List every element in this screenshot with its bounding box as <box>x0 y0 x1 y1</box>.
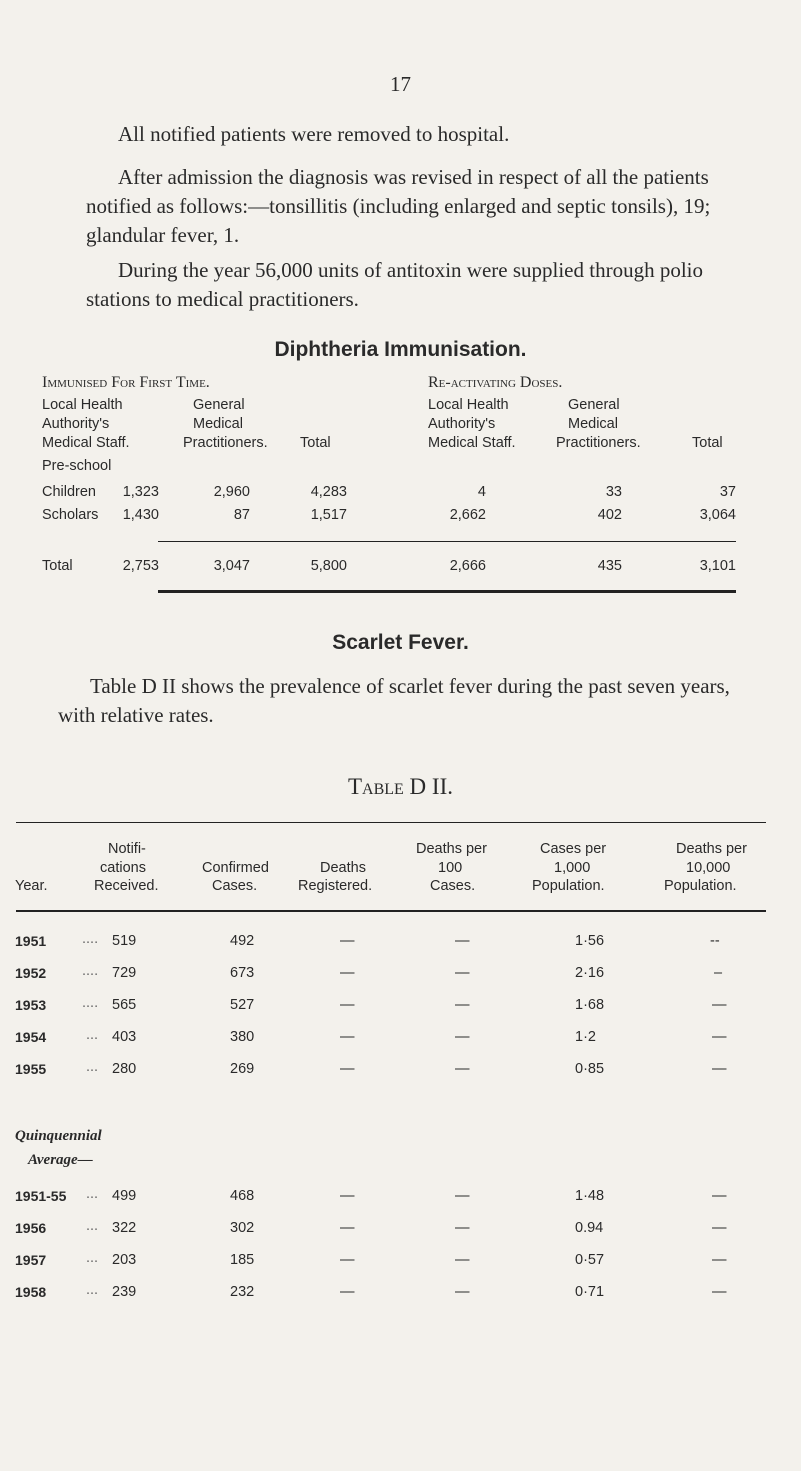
header-deaths-line1: Deaths <box>320 860 366 876</box>
scarlet-intro: Table D II shows the prevalence of scarlet fever during the past seven years, with relative rates. <box>58 674 730 727</box>
dp10000-cell: – <box>714 965 723 981</box>
year-cell: 1956 <box>15 1220 47 1236</box>
cell-scholars-gp: 87 <box>233 507 250 523</box>
dp10000-cell: — <box>712 997 727 1013</box>
col-gp-line3: Practitioners. <box>183 435 268 451</box>
header-cp1000-line1: Cases per <box>540 841 607 857</box>
leader-dots: ... <box>86 1250 99 1266</box>
deaths-cell: — <box>340 1029 355 1045</box>
deaths-cell: — <box>340 933 355 949</box>
cell-scholars-gp2: 402 <box>597 507 622 523</box>
dp100-cell: — <box>455 1252 470 1268</box>
group-reactivating-header: Re-activating Doses. <box>428 374 563 391</box>
rule-below-total <box>158 590 736 593</box>
rule-header-bottom <box>16 910 766 912</box>
cell-total-total2: 3,101 <box>699 558 736 574</box>
page-number: 17 <box>390 72 411 96</box>
leader-dots: ... <box>86 1027 99 1043</box>
row-label-scholars: Scholars <box>42 507 99 523</box>
diphtheria-title: Diphtheria Immunisation. <box>274 338 527 361</box>
notif-cell: 322 <box>112 1220 137 1236</box>
cell-total-total: 5,800 <box>310 558 347 574</box>
dp10000-cell: — <box>712 1252 727 1268</box>
header-notif-line1: Notifi- <box>108 841 146 857</box>
leader-dots: .... <box>82 931 99 947</box>
header-dp100-line2: 100 <box>438 860 463 876</box>
group-first-time-header: Immunised For First Time. <box>42 374 210 391</box>
leader-dots: ... <box>86 1186 99 1202</box>
cp1000-cell: 0·57 <box>575 1252 605 1268</box>
dp100-cell: — <box>455 1188 470 1204</box>
col-gp2-line1: General <box>568 397 620 413</box>
deaths-cell: — <box>340 1061 355 1077</box>
year-cell: 1955 <box>15 1061 47 1077</box>
col-gp-line1: General <box>193 397 245 413</box>
header-notif-line2: cations <box>100 860 146 876</box>
dp100-cell: — <box>455 1061 470 1077</box>
header-dp10000-line1: Deaths per <box>676 841 747 857</box>
notif-cell: 729 <box>112 965 137 981</box>
dp10000-cell: — <box>712 1029 727 1045</box>
deaths-cell: — <box>340 1188 355 1204</box>
year-cell: 1951-55 <box>15 1188 67 1204</box>
header-year: Year. <box>15 878 48 894</box>
dp10000-cell: — <box>712 1188 727 1204</box>
col-lha-line3: Medical Staff. <box>42 435 130 451</box>
cell-scholars-lha: 1,430 <box>122 507 159 523</box>
year-cell: 1957 <box>15 1252 47 1268</box>
cp1000-cell: 1·2 <box>575 1029 596 1045</box>
header-notif-line3: Received. <box>94 878 159 894</box>
cell-children-lha: 1,323 <box>122 484 159 500</box>
header-dp100-line3: Cases. <box>430 878 476 894</box>
table-d2-title: Table D II. <box>347 774 453 799</box>
dp100-cell: — <box>455 1220 470 1236</box>
cp1000-cell: 1·56 <box>575 933 605 949</box>
col-gp2-line2: Medical <box>568 416 618 432</box>
dp100-cell: — <box>455 965 470 981</box>
col-total-reactivating: Total <box>692 435 723 451</box>
confirmed-cell: 302 <box>230 1220 255 1236</box>
dp100-cell: — <box>455 997 470 1013</box>
rule-above-total <box>158 541 736 542</box>
quinquennial-label-line1: Quinquennial <box>15 1128 102 1144</box>
notif-cell: 203 <box>112 1252 137 1268</box>
cell-total-gp2: 435 <box>597 558 622 574</box>
notif-cell: 519 <box>112 933 137 949</box>
row-label-children: Children <box>42 484 96 500</box>
scarlet-title: Scarlet Fever. <box>332 631 469 654</box>
cell-children-gp: 2,960 <box>213 484 250 500</box>
notif-cell: 280 <box>112 1061 137 1077</box>
dp10000-cell: — <box>712 1061 727 1077</box>
deaths-cell: — <box>340 1252 355 1268</box>
notif-cell: 499 <box>112 1188 137 1204</box>
cell-children-gp2: 33 <box>605 484 622 500</box>
leader-dots: ... <box>86 1218 99 1234</box>
col-lha-line2: Authority's <box>42 416 110 432</box>
cell-scholars-lha2: 2,662 <box>449 507 486 523</box>
notif-cell: 565 <box>112 997 137 1013</box>
dp10000-cell: — <box>712 1284 727 1300</box>
col-lha2-line2: Authority's <box>428 416 496 432</box>
header-confirmed-line2: Cases. <box>212 878 258 894</box>
header-confirmed-line1: Confirmed <box>202 860 269 876</box>
cp1000-cell: 0·71 <box>575 1284 605 1300</box>
dp10000-cell: -- <box>710 933 720 949</box>
confirmed-cell: 468 <box>230 1188 255 1204</box>
confirmed-cell: 673 <box>230 965 255 981</box>
cell-scholars-total2: 3,064 <box>699 507 736 523</box>
confirmed-cell: 269 <box>230 1061 255 1077</box>
col-gp2-line3: Practitioners. <box>556 435 641 451</box>
col-total-first: Total <box>300 435 331 451</box>
confirmed-cell: 232 <box>230 1284 255 1300</box>
year-cell: 1951 <box>15 933 47 949</box>
cp1000-cell: 0.94 <box>575 1220 604 1236</box>
notif-cell: 239 <box>112 1284 137 1300</box>
deaths-cell: — <box>340 965 355 981</box>
cell-children-total2: 37 <box>719 484 736 500</box>
header-dp10000-line3: Population. <box>664 878 737 894</box>
year-cell: 1958 <box>15 1284 47 1300</box>
header-deaths-line2: Registered. <box>298 878 373 894</box>
row-prefix-preschool: Pre-school <box>42 458 112 474</box>
paragraph-antitoxin: During the year 56,000 units of antitoxin were supplied through polio stations to medical practitioners. <box>86 258 703 311</box>
header-cp1000-line2: 1,000 <box>554 860 591 876</box>
paragraph-removed-to-hospital: All notified patients were removed to hospital. <box>118 122 510 146</box>
quinquennial-label-line2: Average— <box>28 1152 93 1168</box>
row-label-total: Total <box>42 558 73 574</box>
year-cell: 1953 <box>15 997 47 1013</box>
dp100-cell: — <box>455 933 470 949</box>
notif-cell: 403 <box>112 1029 137 1045</box>
leader-dots: ... <box>86 1059 99 1075</box>
deaths-cell: — <box>340 1220 355 1236</box>
dp100-cell: — <box>455 1029 470 1045</box>
dp100-cell: — <box>455 1284 470 1300</box>
cell-scholars-total: 1,517 <box>310 507 347 523</box>
confirmed-cell: 185 <box>230 1252 255 1268</box>
year-cell: 1954 <box>15 1029 47 1045</box>
cell-children-total: 4,283 <box>310 484 347 500</box>
confirmed-cell: 527 <box>230 997 255 1013</box>
confirmed-cell: 380 <box>230 1029 255 1045</box>
dp10000-cell: — <box>712 1220 727 1236</box>
header-cp1000-line3: Population. <box>532 878 605 894</box>
cp1000-cell: 1·48 <box>575 1188 605 1204</box>
leader-dots: .... <box>82 963 99 979</box>
col-lha2-line3: Medical Staff. <box>428 435 516 451</box>
deaths-cell: — <box>340 997 355 1013</box>
cp1000-cell: 1·68 <box>575 997 605 1013</box>
deaths-cell: — <box>340 1284 355 1300</box>
cp1000-cell: 0·85 <box>575 1061 605 1077</box>
cell-total-lha2: 2,666 <box>449 558 486 574</box>
cp1000-cell: 2·16 <box>575 965 605 981</box>
leader-dots: .... <box>82 995 99 1011</box>
col-lha2-line1: Local Health <box>428 397 509 413</box>
rule-table-top <box>16 822 766 823</box>
col-gp-line2: Medical <box>193 416 243 432</box>
paragraph-diagnosis-revised: After admission the diagnosis was revised in respect of all the patients notified as follows:—tonsillitis (including enlarged and septic tonsils), 19; glandular fever, 1. <box>86 165 711 247</box>
leader-dots: ... <box>86 1282 99 1298</box>
cell-total-lha: 2,753 <box>122 558 159 574</box>
cell-children-lha2: 4 <box>477 484 486 500</box>
col-lha-line1: Local Health <box>42 397 123 413</box>
header-dp10000-line2: 10,000 <box>686 860 731 876</box>
cell-total-gp: 3,047 <box>213 558 250 574</box>
confirmed-cell: 492 <box>230 933 255 949</box>
year-cell: 1952 <box>15 965 47 981</box>
header-dp100-line1: Deaths per <box>416 841 487 857</box>
